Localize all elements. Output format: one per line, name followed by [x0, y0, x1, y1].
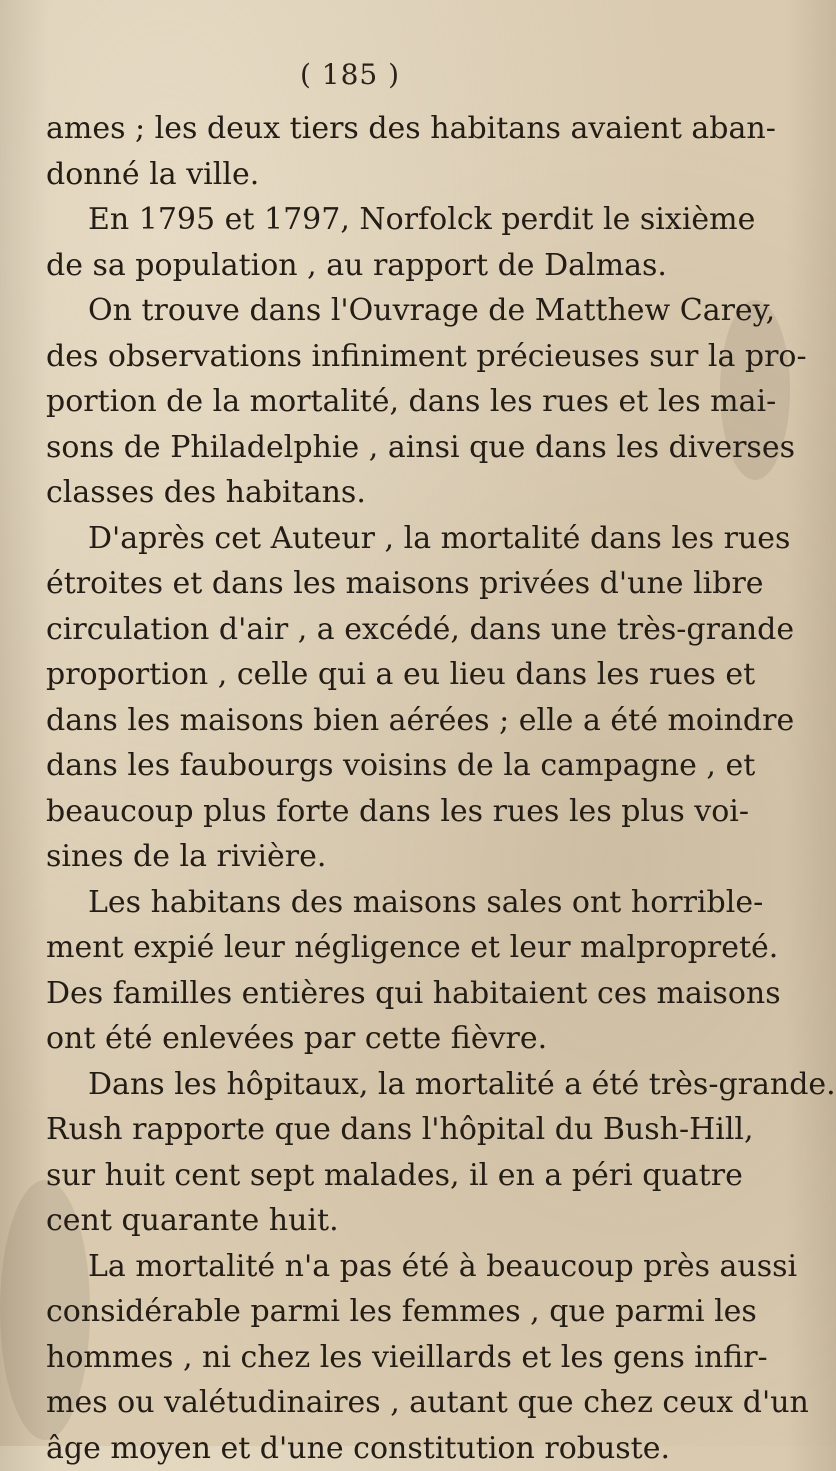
text-line: La mortalité n'a pas été à beaucoup près aussi	[46, 1244, 686, 1290]
text-line: portion de la mortalité, dans les rues et les mai-	[46, 379, 686, 425]
text-line: On trouve dans l'Ouvrage de Matthew Carey,	[46, 288, 686, 334]
text-line: dans les maisons bien aérées ; elle a été moindre	[46, 698, 686, 744]
text-line: circulation d'air , a excédé, dans une très-grande	[46, 607, 686, 653]
text-line: ont été enlevées par cette fièvre.	[46, 1016, 686, 1062]
text-line: classes des habitans.	[46, 470, 686, 516]
text-line: beaucoup plus forte dans les rues les plus voi-	[46, 789, 686, 835]
text-line: des observations infiniment précieuses sur la pro-	[46, 334, 686, 380]
text-line: sines de la rivière.	[46, 834, 686, 880]
text-line: mes ou valétudinaires , autant que chez ceux d'un	[46, 1380, 686, 1426]
text-line: donné la ville.	[46, 152, 686, 198]
text-line: D'après cet Auteur , la mortalité dans les rues	[46, 516, 686, 562]
text-line: Dans les hôpitaux, la mortalité a été très-grande.	[46, 1062, 686, 1108]
text-line: Les habitans des maisons sales ont horrible-	[46, 880, 686, 926]
text-line: Rush rapporte que dans l'hôpital du Bush-Hill,	[46, 1107, 686, 1153]
text-line: ment expié leur négligence et leur malpropreté.	[46, 925, 686, 971]
text-line: hommes , ni chez les vieillards et les gens infir-	[46, 1335, 686, 1381]
text-line: proportion , celle qui a eu lieu dans les rues et	[46, 652, 686, 698]
text-line: étroites et dans les maisons privées d'une libre	[46, 561, 686, 607]
text-line: En 1795 et 1797, Norfolck perdit le sixième	[46, 197, 686, 243]
text-line: ames ; les deux tiers des habitans avaient aban-	[46, 106, 686, 152]
page-number: ( 185 )	[0, 58, 700, 91]
body-text	[46, 106, 686, 1471]
text-line: de sa population , au rapport de Dalmas.	[46, 243, 686, 289]
text-line: âge moyen et d'une constitution robuste.	[46, 1426, 686, 1471]
text-line: cent quarante huit.	[46, 1198, 686, 1244]
text-line: considérable parmi les femmes , que parmi les	[46, 1289, 686, 1335]
text-line: Des familles entières qui habitaient ces maisons	[46, 971, 686, 1017]
text-line: sons de Philadelphie , ainsi que dans les diverses	[46, 425, 686, 471]
text-line: dans les faubourgs voisins de la campagne , et	[46, 743, 686, 789]
text-line: sur huit cent sept malades, il en a péri quatre	[46, 1153, 686, 1199]
